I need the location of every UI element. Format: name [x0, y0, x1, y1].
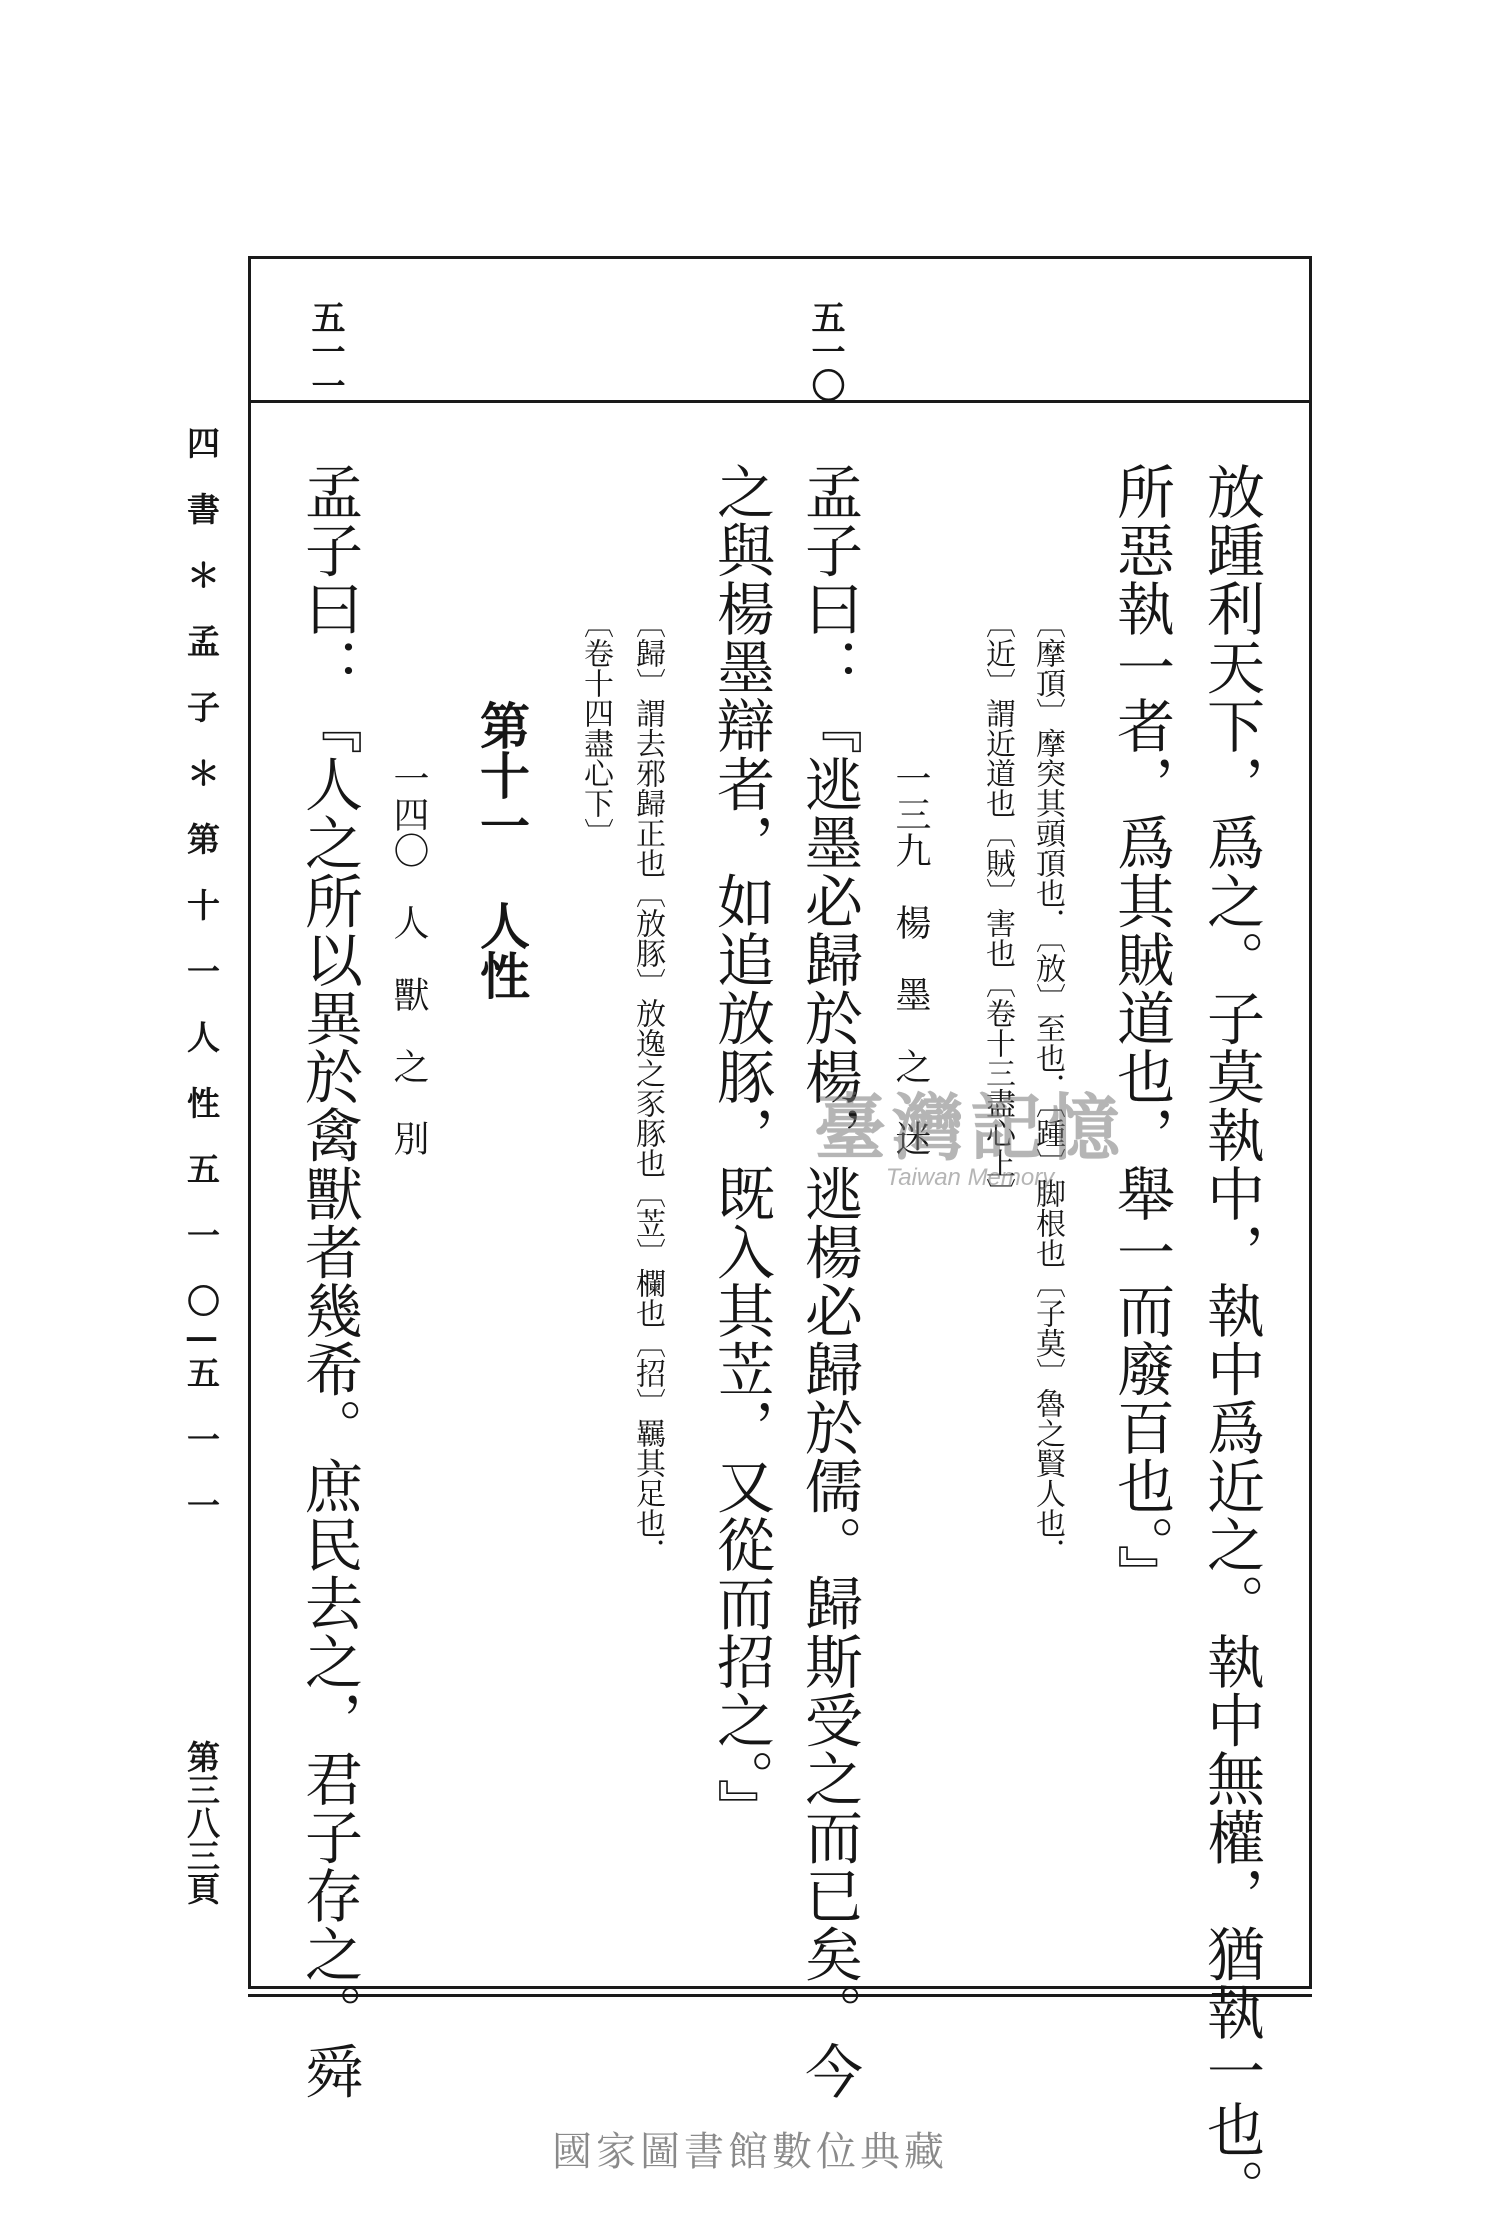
margin-book-title: 四 書 ＊ 孟 子 ＊ 第 十 一 人 性 五 一 〇—五 一 一: [182, 426, 221, 1521]
annotation-column-4: 〔卷十四盡心下〕: [578, 608, 613, 848]
frame-outer-rule: [248, 1994, 1312, 1997]
text-column-5: 孟子曰：『人之所以異於禽獸者幾希。庶民去之，君子存之。舜: [295, 462, 363, 2100]
frame-bottom-rule: [248, 1986, 1312, 1989]
frame-top-rule: [248, 256, 1312, 259]
watermark-text: 臺灣記憶: [813, 1085, 1126, 1170]
annotation-column-2: 〔近〕謂近道也〔賊〕害也〔卷十三盡心上〕: [980, 608, 1015, 1208]
chapter-heading: 第十一 人性: [472, 700, 531, 1000]
text-column-2: 所惡執一者，爲其賊道也，舉一而廢百也。』: [1107, 462, 1175, 1603]
header-rule: [248, 400, 1312, 403]
section-subheading-140: 一四〇 人 獸 之 別: [388, 760, 429, 1156]
annotation-column-1: 〔摩頂〕摩突其頭頂也．〔放〕至也．〔踵〕脚根也〔子莫〕魯之賢人也．: [1030, 608, 1065, 1568]
text-column-1: 放踵利天下，爲之。子莫執中，執中爲近之。執中無權，猶執一也。: [1197, 462, 1265, 2217]
text-column-3: 孟子曰：『逃墨必歸於楊，逃楊必歸於儒。歸斯受之而已矣。今: [795, 462, 863, 2100]
footer-credit: 國家圖書館數位典藏: [552, 2129, 948, 2175]
page-number-right: 五一〇: [805, 300, 845, 402]
watermark-subtext: Taiwan Memory: [885, 1164, 1055, 1191]
page-number-left: 五一一: [305, 300, 345, 402]
text-column-4: 之與楊墨辯者，如追放豚，既入其苙，又從而招之。』: [707, 462, 775, 1837]
watermark: [740, 1070, 1200, 1192]
margin-sheet-number: 第三八三頁: [182, 1740, 221, 1905]
annotation-column-3: 〔歸〕謂去邪歸正也〔放豚〕放逸之豕豚也〔苙〕欄也〔招〕羈其足也．: [630, 608, 665, 1568]
section-subheading-139: 一三九 楊 墨 之 迷: [890, 760, 931, 1156]
